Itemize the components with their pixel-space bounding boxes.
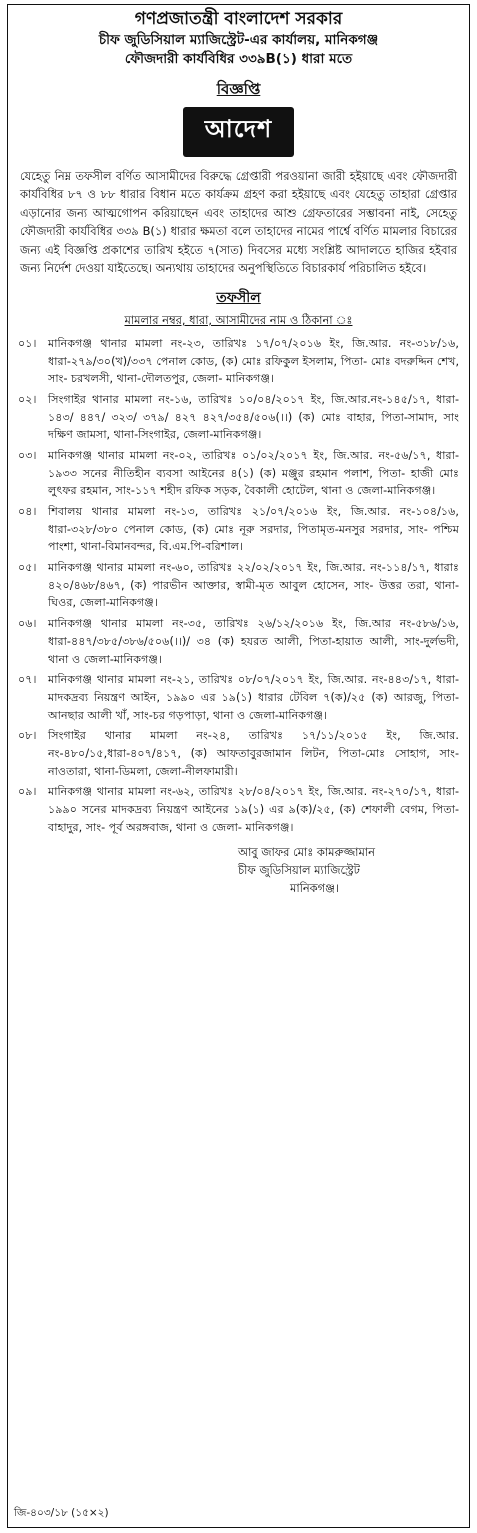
entry-number: ০৫। <box>18 561 37 575</box>
entry-text: মানিকগঞ্জ থানার মামলা নং-৬২, তারিখঃ ২৮/০৪/২০১৭ ইং, জি.আর. নং-২৭০/১৭, ধারা- ১৯৯০ সনের মাদকদ্রব্য নিয়ন্ত্রণ আইনের ১৯(১) এর ৯(ক)/২৫, (ক) শেফালী বেগম, পিতা-বাহাদুর, সাং- পূর্ব অরঙ্গবাজ, থানা ও জেলা- মানিকগঞ্জ। <box>48 785 459 834</box>
signatory-title: চীফ জুডিসিয়াল ম্যাজিস্ট্রেট <box>238 863 360 878</box>
entry-text: সিংগাইর থানার মামলা নং-২৪, তারিখঃ ১৭/১১/২০১৫ ইং, জি.আর. নং-৪৮০/১৫,ধারা-৪০৭/৪১৭, (ক) আফতাবুরজামান লিটন, পিতা-মোঃ সোহাগ, সাং- নাওতারা, থানা-ডিমলা, জেলা-নীলফামারী। <box>48 729 459 778</box>
notice-document <box>7 4 470 1528</box>
entry-number: ০৭। <box>18 673 37 687</box>
order-label: আদেশ <box>183 107 294 157</box>
entry-number: ০৪। <box>18 505 37 518</box>
government-title: গণপ্রজাতন্ত্রী বাংলাদেশ সরকার <box>134 9 343 29</box>
signatory-place: মানিকগঞ্জ। <box>290 880 339 895</box>
entry-text: মানিকগঞ্জ থানার মামলা নং-০২, তারিখঃ ০১/০২/২০১৭ ইং, জি.আর. নং-৫৬/১৭, ধারা- ১৯৩৩ সনের নীতিহীন ব্যবসা আইনের ৪(১) (ক) মঞ্জুর রহমান পলাশ, পিতা- হাজী মোঃ লুৎফর রহমান, সাং-১১৭ শহীদ রফিক সড়ক, বৈকালী হোটেল, থানা ও জেলা-মানিকগঞ্জ। <box>48 448 459 498</box>
list-item <box>18 783 459 836</box>
entry-number: ০২। <box>18 392 37 406</box>
entry-number: ০৬। <box>18 617 37 631</box>
notice-label: বিজ্ঞপ্তি <box>216 80 261 98</box>
signatory-name: আবু জাফর মোঃ কামরুজ্জামান <box>238 845 375 860</box>
intro-paragraph: যেহেতু নিম্ন তফসীল বর্ণিত আসামীদের বিরুদ্ধে গ্রেপ্তারী পরওয়ানা জারী হইয়াছে এবং ফৌজদারী কার্যবিধির ৮৭ ও ৮৮ ধারার বিধান মতে কার্যক্রম গ্রহণ করা হইয়াছে এবং যেহেতু তাহারা গ্রেপ্তার এড়ানোর জন্য আত্মগোপন করিয়াছেন এবং তাহাদের আশু গ্রেফতারের সম্ভাবনা নাই, সেহেতু ফৌজদারী কার্যবিধির ৩৩৯ B(১) ধারার ক্ষমতা বলে তাহাদের নামের পার্শ্বে বর্ণিত মামলার বিচারের জন্য এই বিজ্ঞপ্তি প্রকাশের তারিখ হইতে ৭(সাত) দিবসের মধ্যে সংশ্লিষ্ট আদালতে হাজির হইবার জন্য নির্দেশ দেওয়া যাইতেছে। অন্যথায় তাহাদের অনুপস্থিতিতে বিচারকার্য পরিচালিত হইবে। <box>20 169 457 276</box>
list-item <box>18 559 459 612</box>
legal-reference: ফৌজদারী কার্যবিধির ৩৩৯B(১) ধারা মতে <box>124 51 353 68</box>
list-item <box>18 335 459 388</box>
entry-number: ০৩। <box>18 448 37 462</box>
signature-block <box>8 844 469 897</box>
entry-text: মানিকগঞ্জ থানার মামলা নং-২৩, তারিখঃ ১৭/০৭/২০১৬ ইং, জি.আর. নং-৩১৮/১৬, ধারা-২৭৯/৩০(খ)/৩৩৭ পেনাল কোড, (ক) মোঃ রফিকুল ইসলাম, পিতা- মোঃ বদরুদ্দিন শেখ, সাং- চরখলসী, থানা-দৌলতপুর, জেলা- মানিকগঞ্জ। <box>48 336 459 386</box>
office-title: চীফ জুডিসিয়াল ম্যাজিস্ট্রেট-এর কার্যালয়, মানিকগঞ্জ <box>98 32 379 49</box>
list-item <box>18 671 459 724</box>
list-item <box>18 391 459 444</box>
schedule-subtitle: মামলার নম্বর, ধারা, আসামীদের নাম ও ঠিকানা ঃ <box>124 312 353 327</box>
entry-text: সিংগাইর থানার মামলা নং-১৬, তারিখঃ ১০/০৪/২০১৭ ইং, জি.আর.নং-১৪৫/১৭, ধারা- ১৪৩/ ৪৪৭/ ৩২৩/ ৩৭৯/ ৪২৭ ৪২৭/৩৫৪/৫০৬(।।) (ক) মোঃ বাহার, পিতা-সামাদ, সাং দক্ষিণ জামসা, থানা-সিংগাইর, জেলা-মানিকগঞ্জ। <box>48 392 459 442</box>
entry-number: ০৯। <box>18 785 37 799</box>
reference-code: জি-৪০৩/১৮ (১৫×২) <box>14 1507 109 1519</box>
list-item <box>18 447 459 500</box>
entry-text: মানিকগঞ্জ থানার মামলা নং-২১, তারিখঃ ০৮/০৭/২০১৭ ইং, জি.আর. নং-৪৪৩/১৭, ধারা-মাদকদ্রব্য নিয়ন্ত্রণ আইন, ১৯৯০ এর ১৯(১) ধারার টেবিল ৭(ক)/২৫ (ক) আরজু, পিতা-আনছার আলী খাঁ, সাং-চর গড়পাড়া, থানা ও জেলা-মানিকগঞ্জ। <box>48 673 459 722</box>
list-item <box>18 727 459 780</box>
entry-text: মানিকগঞ্জ থানার মামলা নং-৬০, তারিখঃ ২২/০২/২০১৭ ইং, জি.আর. নং-১১৪/১৭, ধারাঃ ৪২০/৪৬৮/৪৬৭, (ক) পারভীন আক্তার, স্বামী-মৃত আবুল হোসেন, সাং- উত্তর তরা, থানা-ঘিওর, জেলা-মানিকগঞ্জ। <box>48 561 459 610</box>
schedule-list <box>18 335 459 837</box>
list-item <box>18 615 459 668</box>
schedule-title: তফসীল <box>216 289 261 306</box>
list-item <box>18 503 459 556</box>
entry-number: ০৮। <box>18 729 37 743</box>
order-banner <box>8 107 469 157</box>
entry-number: ০১। <box>18 336 37 350</box>
entry-text: শিবালয় থানার মামলা নং-১৩, তারিখঃ ২১/০৭/২০১৬ ইং, জি.আর. নং-১০৪/১৬, ধারা-৩২৮/৩৮০ পেনাল কোড, (ক) মোঃ নূরু সরদার, পিতামৃত-মনসুর সরদার, সাং- পশ্চিম পাংশা, থানা-বিমানবন্দর, বি.এম.পি-বরিশাল। <box>48 505 459 554</box>
entry-text: মানিকগঞ্জ থানার মামলা নং-৩৫, তারিখঃ ২৬/১২/২০১৬ ইং, জি.আর নং-৫৮৬/১৬, ধারা-৪৪৭/৩৮৫/৩৮৬/৫০৬(।।)/ ৩৪ (ক) হযরত আলী, পিতা-হায়াত আলী, সাং-দুর্লভদী, থানা ও জেলা-মানিকগঞ্জ। <box>48 617 459 666</box>
